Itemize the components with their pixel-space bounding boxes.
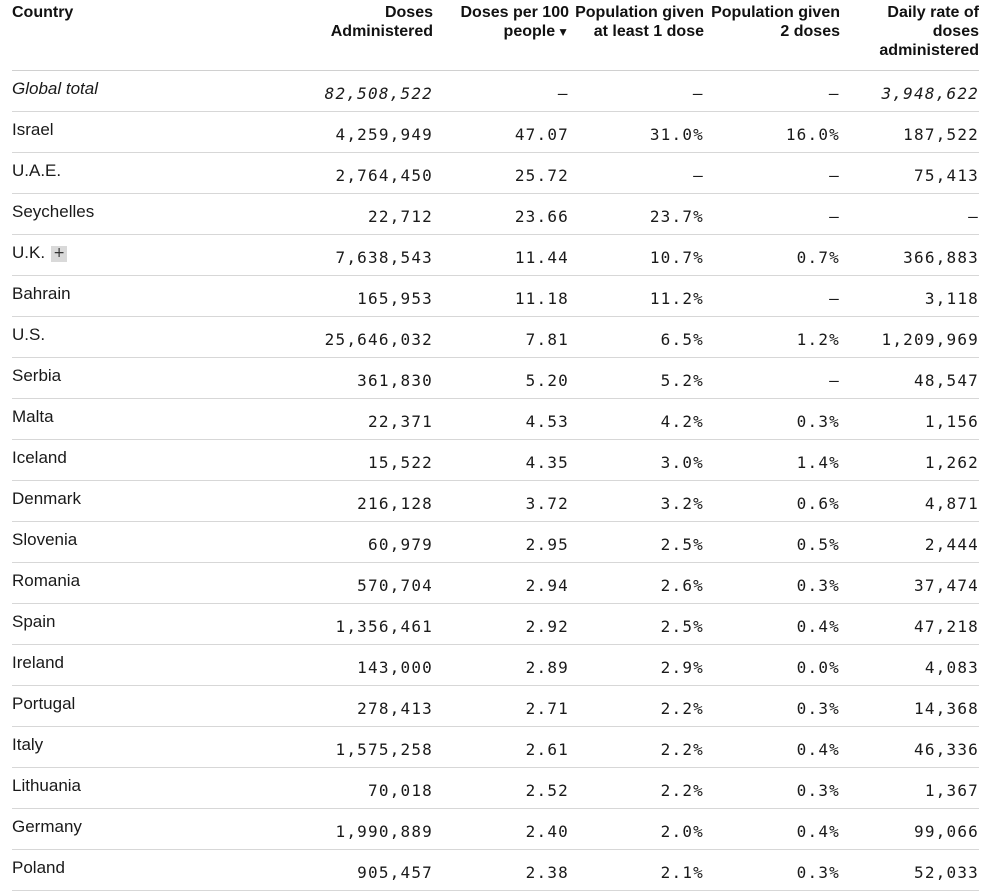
population-one-dose-cell <box>569 440 704 481</box>
cell-value: – <box>829 165 840 185</box>
doses-per-100-cell <box>433 317 569 358</box>
header-doses-per-100-label: Doses per 100 people <box>460 4 569 40</box>
country-cell <box>12 399 182 440</box>
population-one-dose-cell <box>569 399 704 440</box>
population-two-doses-cell <box>704 358 840 399</box>
cell-value: 4.2% <box>660 411 704 431</box>
cell-value: 70,018 <box>368 780 433 800</box>
doses-administered-cell <box>182 522 433 563</box>
cell-value: 2.38 <box>525 862 569 882</box>
country-cell <box>12 645 182 686</box>
population-one-dose-cell <box>569 235 704 276</box>
cell-value: 0.3% <box>796 575 840 595</box>
doses-per-100-cell <box>433 563 569 604</box>
cell-value: 2.89 <box>525 657 569 677</box>
daily-rate-cell <box>840 276 979 317</box>
doses-administered-cell <box>182 440 433 481</box>
cell-value: 2.0% <box>660 821 704 841</box>
country-cell <box>12 276 182 317</box>
cell-value: 11.44 <box>514 247 569 267</box>
table-row <box>12 727 979 768</box>
country-cell <box>12 727 182 768</box>
country-cell <box>12 686 182 727</box>
doses-administered-cell <box>182 768 433 809</box>
header-population-two-doses[interactable] <box>704 0 840 71</box>
table-row <box>12 809 979 850</box>
population-one-dose-cell <box>569 768 704 809</box>
population-one-dose-cell <box>569 850 704 891</box>
cell-value: 905,457 <box>357 862 433 882</box>
daily-rate-cell <box>840 71 979 112</box>
daily-rate-cell <box>840 235 979 276</box>
cell-value: 7.81 <box>525 329 569 349</box>
country-name: U.A.E. <box>12 161 62 180</box>
header-row <box>12 0 979 71</box>
cell-value: 0.3% <box>796 862 840 882</box>
cell-value: 14,368 <box>914 698 979 718</box>
cell-value: 23.7% <box>649 206 704 226</box>
population-two-doses-cell <box>704 276 840 317</box>
cell-value: 3.72 <box>525 493 569 513</box>
population-one-dose-cell <box>569 71 704 112</box>
cell-value: 0.0% <box>796 657 840 677</box>
country-name: Bahrain <box>12 284 71 303</box>
doses-administered-cell <box>182 276 433 317</box>
country-cell <box>12 317 182 358</box>
population-two-doses-cell <box>704 112 840 153</box>
header-country-label: Country <box>12 4 74 21</box>
population-two-doses-cell <box>704 563 840 604</box>
cell-value: 46,336 <box>914 739 979 759</box>
cell-value: 99,066 <box>914 821 979 841</box>
country-cell <box>12 481 182 522</box>
population-one-dose-cell <box>569 153 704 194</box>
population-two-doses-cell <box>704 522 840 563</box>
cell-value: 0.4% <box>796 739 840 759</box>
daily-rate-cell <box>840 481 979 522</box>
cell-value: 25,646,032 <box>324 329 433 349</box>
cell-value: 2.2% <box>660 739 704 759</box>
table-body <box>12 71 979 891</box>
cell-value: 1,356,461 <box>335 616 433 636</box>
country-cell <box>12 563 182 604</box>
header-doses-administered-label: Doses Administered <box>330 4 433 40</box>
population-one-dose-cell <box>569 645 704 686</box>
doses-administered-cell <box>182 153 433 194</box>
cell-value: 4.35 <box>525 452 569 472</box>
daily-rate-cell <box>840 686 979 727</box>
country-cell <box>12 112 182 153</box>
daily-rate-cell <box>840 317 979 358</box>
population-two-doses-cell <box>704 194 840 235</box>
daily-rate-cell <box>840 850 979 891</box>
table-row <box>12 235 979 276</box>
cell-value: 1,367 <box>924 780 979 800</box>
header-daily-rate[interactable] <box>840 0 979 71</box>
header-daily-rate-label: Daily rate of doses administered <box>879 4 979 59</box>
table-row <box>12 440 979 481</box>
population-two-doses-cell <box>704 235 840 276</box>
country-cell <box>12 850 182 891</box>
doses-administered-cell <box>182 809 433 850</box>
doses-per-100-cell <box>433 522 569 563</box>
doses-per-100-cell <box>433 645 569 686</box>
cell-value: 0.6% <box>796 493 840 513</box>
doses-per-100-cell <box>433 604 569 645</box>
cell-value: 2.40 <box>525 821 569 841</box>
vaccine-table <box>12 0 979 891</box>
sort-descending-icon: ▼ <box>557 25 569 39</box>
cell-value: 216,128 <box>357 493 433 513</box>
cell-value: 25.72 <box>514 165 569 185</box>
population-one-dose-cell <box>569 522 704 563</box>
cell-value: 2.52 <box>525 780 569 800</box>
doses-per-100-cell <box>433 481 569 522</box>
country-cell <box>12 522 182 563</box>
daily-rate-cell <box>840 194 979 235</box>
population-one-dose-cell <box>569 194 704 235</box>
population-two-doses-cell <box>704 604 840 645</box>
doses-per-100-cell <box>433 399 569 440</box>
cell-value: 3,118 <box>924 288 979 308</box>
header-doses-administered[interactable] <box>182 0 433 71</box>
population-one-dose-cell <box>569 604 704 645</box>
country-cell <box>12 194 182 235</box>
table-row <box>12 399 979 440</box>
population-two-doses-cell <box>704 71 840 112</box>
doses-administered-cell <box>182 194 433 235</box>
cell-value: 143,000 <box>357 657 433 677</box>
doses-administered-cell <box>182 112 433 153</box>
cell-value: 165,953 <box>357 288 433 308</box>
population-two-doses-cell <box>704 153 840 194</box>
doses-administered-cell <box>182 317 433 358</box>
cell-value: 2.71 <box>525 698 569 718</box>
cell-value: 3,948,622 <box>881 83 979 103</box>
population-one-dose-cell <box>569 317 704 358</box>
doses-per-100-cell <box>433 440 569 481</box>
cell-value: 4,871 <box>924 493 979 513</box>
country-cell <box>12 768 182 809</box>
cell-value: 0.5% <box>796 534 840 554</box>
cell-value: 16.0% <box>785 124 840 144</box>
doses-per-100-cell <box>433 235 569 276</box>
doses-per-100-cell <box>433 194 569 235</box>
country-name: Spain <box>12 612 56 631</box>
header-population-two-doses-label: Population given 2 doses <box>711 4 840 40</box>
population-two-doses-cell <box>704 850 840 891</box>
doses-administered-cell <box>182 727 433 768</box>
doses-administered-cell <box>182 604 433 645</box>
population-two-doses-cell <box>704 645 840 686</box>
cell-value: 4.53 <box>525 411 569 431</box>
population-two-doses-cell <box>704 768 840 809</box>
population-two-doses-cell <box>704 399 840 440</box>
population-two-doses-cell <box>704 809 840 850</box>
cell-value: 10.7% <box>649 247 704 267</box>
country-name: Israel <box>12 120 54 139</box>
daily-rate-cell <box>840 563 979 604</box>
doses-administered-cell <box>182 563 433 604</box>
population-one-dose-cell <box>569 276 704 317</box>
doses-per-100-cell <box>433 850 569 891</box>
country-cell <box>12 153 182 194</box>
table-row <box>12 604 979 645</box>
cell-value: 1.4% <box>796 452 840 472</box>
daily-rate-cell <box>840 768 979 809</box>
cell-value: 47,218 <box>914 616 979 636</box>
table-row <box>12 358 979 399</box>
country-name: U.K. <box>12 243 46 262</box>
cell-value: 60,979 <box>368 534 433 554</box>
country-name: Slovenia <box>12 530 78 549</box>
cell-value: 2.6% <box>660 575 704 595</box>
cell-value: 6.5% <box>660 329 704 349</box>
country-name: Malta <box>12 407 54 426</box>
cell-value: – <box>558 83 569 103</box>
table-row <box>12 686 979 727</box>
country-name: Denmark <box>12 489 81 508</box>
doses-per-100-cell <box>433 809 569 850</box>
cell-value: 2.92 <box>525 616 569 636</box>
cell-value: 2.2% <box>660 780 704 800</box>
cell-value: 11.2% <box>649 288 704 308</box>
cell-value: – <box>693 83 704 103</box>
table-row <box>12 481 979 522</box>
cell-value: 2.61 <box>525 739 569 759</box>
population-one-dose-cell <box>569 727 704 768</box>
population-one-dose-cell <box>569 563 704 604</box>
cell-value: 1,990,889 <box>335 821 433 841</box>
cell-value: 22,371 <box>368 411 433 431</box>
doses-per-100-cell <box>433 112 569 153</box>
population-two-doses-cell <box>704 317 840 358</box>
table-row <box>12 563 979 604</box>
cell-value: 37,474 <box>914 575 979 595</box>
doses-per-100-cell <box>433 153 569 194</box>
country-cell <box>12 235 182 276</box>
country-name: Romania <box>12 571 81 590</box>
daily-rate-cell <box>840 440 979 481</box>
cell-value: 0.3% <box>796 411 840 431</box>
cell-value: 2,444 <box>924 534 979 554</box>
cell-value: 2.9% <box>660 657 704 677</box>
doses-administered-cell <box>182 71 433 112</box>
table-row <box>12 194 979 235</box>
country-name: Lithuania <box>12 776 82 795</box>
cell-value: 0.4% <box>796 821 840 841</box>
country-name: Italy <box>12 735 44 754</box>
cell-value: 3.0% <box>660 452 704 472</box>
doses-per-100-cell <box>433 727 569 768</box>
population-two-doses-cell <box>704 440 840 481</box>
doses-per-100-cell <box>433 768 569 809</box>
cell-value: 0.3% <box>796 780 840 800</box>
cell-value: 3.2% <box>660 493 704 513</box>
cell-value: – <box>829 83 840 103</box>
cell-value: 2,764,450 <box>335 165 433 185</box>
doses-administered-cell <box>182 235 433 276</box>
cell-value: 0.3% <box>796 698 840 718</box>
cell-value: 2.1% <box>660 862 704 882</box>
cell-value: 1,262 <box>924 452 979 472</box>
doses-administered-cell <box>182 850 433 891</box>
country-cell <box>12 809 182 850</box>
cell-value: 4,259,949 <box>335 124 433 144</box>
cell-value: 48,547 <box>914 370 979 390</box>
header-population-one-dose[interactable] <box>569 0 704 71</box>
header-country[interactable] <box>12 0 182 71</box>
cell-value: 2.5% <box>660 534 704 554</box>
cell-value: 0.7% <box>796 247 840 267</box>
population-two-doses-cell <box>704 727 840 768</box>
population-one-dose-cell <box>569 358 704 399</box>
table-row <box>12 522 979 563</box>
country-name: Ireland <box>12 653 64 672</box>
cell-value: 1,575,258 <box>335 739 433 759</box>
cell-value: 5.20 <box>525 370 569 390</box>
daily-rate-cell <box>840 809 979 850</box>
table-row <box>12 768 979 809</box>
cell-value: 2.2% <box>660 698 704 718</box>
daily-rate-cell <box>840 399 979 440</box>
country-cell <box>12 71 182 112</box>
cell-value: 1,209,969 <box>881 329 979 349</box>
cell-value: 52,033 <box>914 862 979 882</box>
country-name: Germany <box>12 817 82 836</box>
cell-value: – <box>693 165 704 185</box>
cell-value: 2.5% <box>660 616 704 636</box>
country-cell <box>12 440 182 481</box>
cell-value: – <box>829 288 840 308</box>
doses-administered-cell <box>182 358 433 399</box>
population-one-dose-cell <box>569 686 704 727</box>
doses-administered-cell <box>182 399 433 440</box>
country-name: U.S. <box>12 325 46 344</box>
table-header <box>12 0 979 71</box>
daily-rate-cell <box>840 112 979 153</box>
daily-rate-cell <box>840 522 979 563</box>
doses-administered-cell <box>182 686 433 727</box>
doses-per-100-cell <box>433 276 569 317</box>
country-name: Poland <box>12 858 65 877</box>
population-one-dose-cell <box>569 481 704 522</box>
country-name: Iceland <box>12 448 67 467</box>
cell-value: 187,522 <box>903 124 979 144</box>
cell-value: 47.07 <box>514 124 569 144</box>
cell-value: 4,083 <box>924 657 979 677</box>
doses-per-100-cell <box>433 71 569 112</box>
table-row <box>12 850 979 891</box>
cell-value: – <box>829 370 840 390</box>
population-one-dose-cell <box>569 809 704 850</box>
cell-value: 82,508,522 <box>324 83 433 103</box>
country-name: Global total <box>12 79 98 98</box>
country-name: Portugal <box>12 694 76 713</box>
table-row <box>12 112 979 153</box>
cell-value: 31.0% <box>649 124 704 144</box>
country-cell <box>12 358 182 399</box>
daily-rate-cell <box>840 358 979 399</box>
header-population-one-dose-label: Population given at least 1 dose <box>575 4 704 40</box>
cell-value: 0.4% <box>796 616 840 636</box>
cell-value: 1.2% <box>796 329 840 349</box>
expand-plus-icon[interactable]: + <box>51 246 67 262</box>
cell-value: 570,704 <box>357 575 433 595</box>
daily-rate-cell <box>840 727 979 768</box>
daily-rate-cell <box>840 604 979 645</box>
population-one-dose-cell <box>569 112 704 153</box>
table-row <box>12 153 979 194</box>
header-doses-per-100[interactable] <box>433 0 569 71</box>
cell-value: – <box>829 206 840 226</box>
cell-value: 11.18 <box>514 288 569 308</box>
cell-value: – <box>968 206 979 226</box>
cell-value: 1,156 <box>924 411 979 431</box>
table-row <box>12 317 979 358</box>
cell-value: 75,413 <box>914 165 979 185</box>
cell-value: 23.66 <box>514 206 569 226</box>
country-name: Serbia <box>12 366 62 385</box>
cell-value: 22,712 <box>368 206 433 226</box>
cell-value: 5.2% <box>660 370 704 390</box>
table-row <box>12 276 979 317</box>
country-name: Seychelles <box>12 202 95 221</box>
population-two-doses-cell <box>704 686 840 727</box>
cell-value: 7,638,543 <box>335 247 433 267</box>
cell-value: 361,830 <box>357 370 433 390</box>
daily-rate-cell <box>840 645 979 686</box>
cell-value: 278,413 <box>357 698 433 718</box>
table-row <box>12 645 979 686</box>
cell-value: 366,883 <box>903 247 979 267</box>
country-cell <box>12 604 182 645</box>
doses-per-100-cell <box>433 358 569 399</box>
doses-administered-cell <box>182 645 433 686</box>
doses-administered-cell <box>182 481 433 522</box>
cell-value: 2.95 <box>525 534 569 554</box>
global-total-row <box>12 71 979 112</box>
cell-value: 2.94 <box>525 575 569 595</box>
population-two-doses-cell <box>704 481 840 522</box>
daily-rate-cell <box>840 153 979 194</box>
doses-per-100-cell <box>433 686 569 727</box>
cell-value: 15,522 <box>368 452 433 472</box>
